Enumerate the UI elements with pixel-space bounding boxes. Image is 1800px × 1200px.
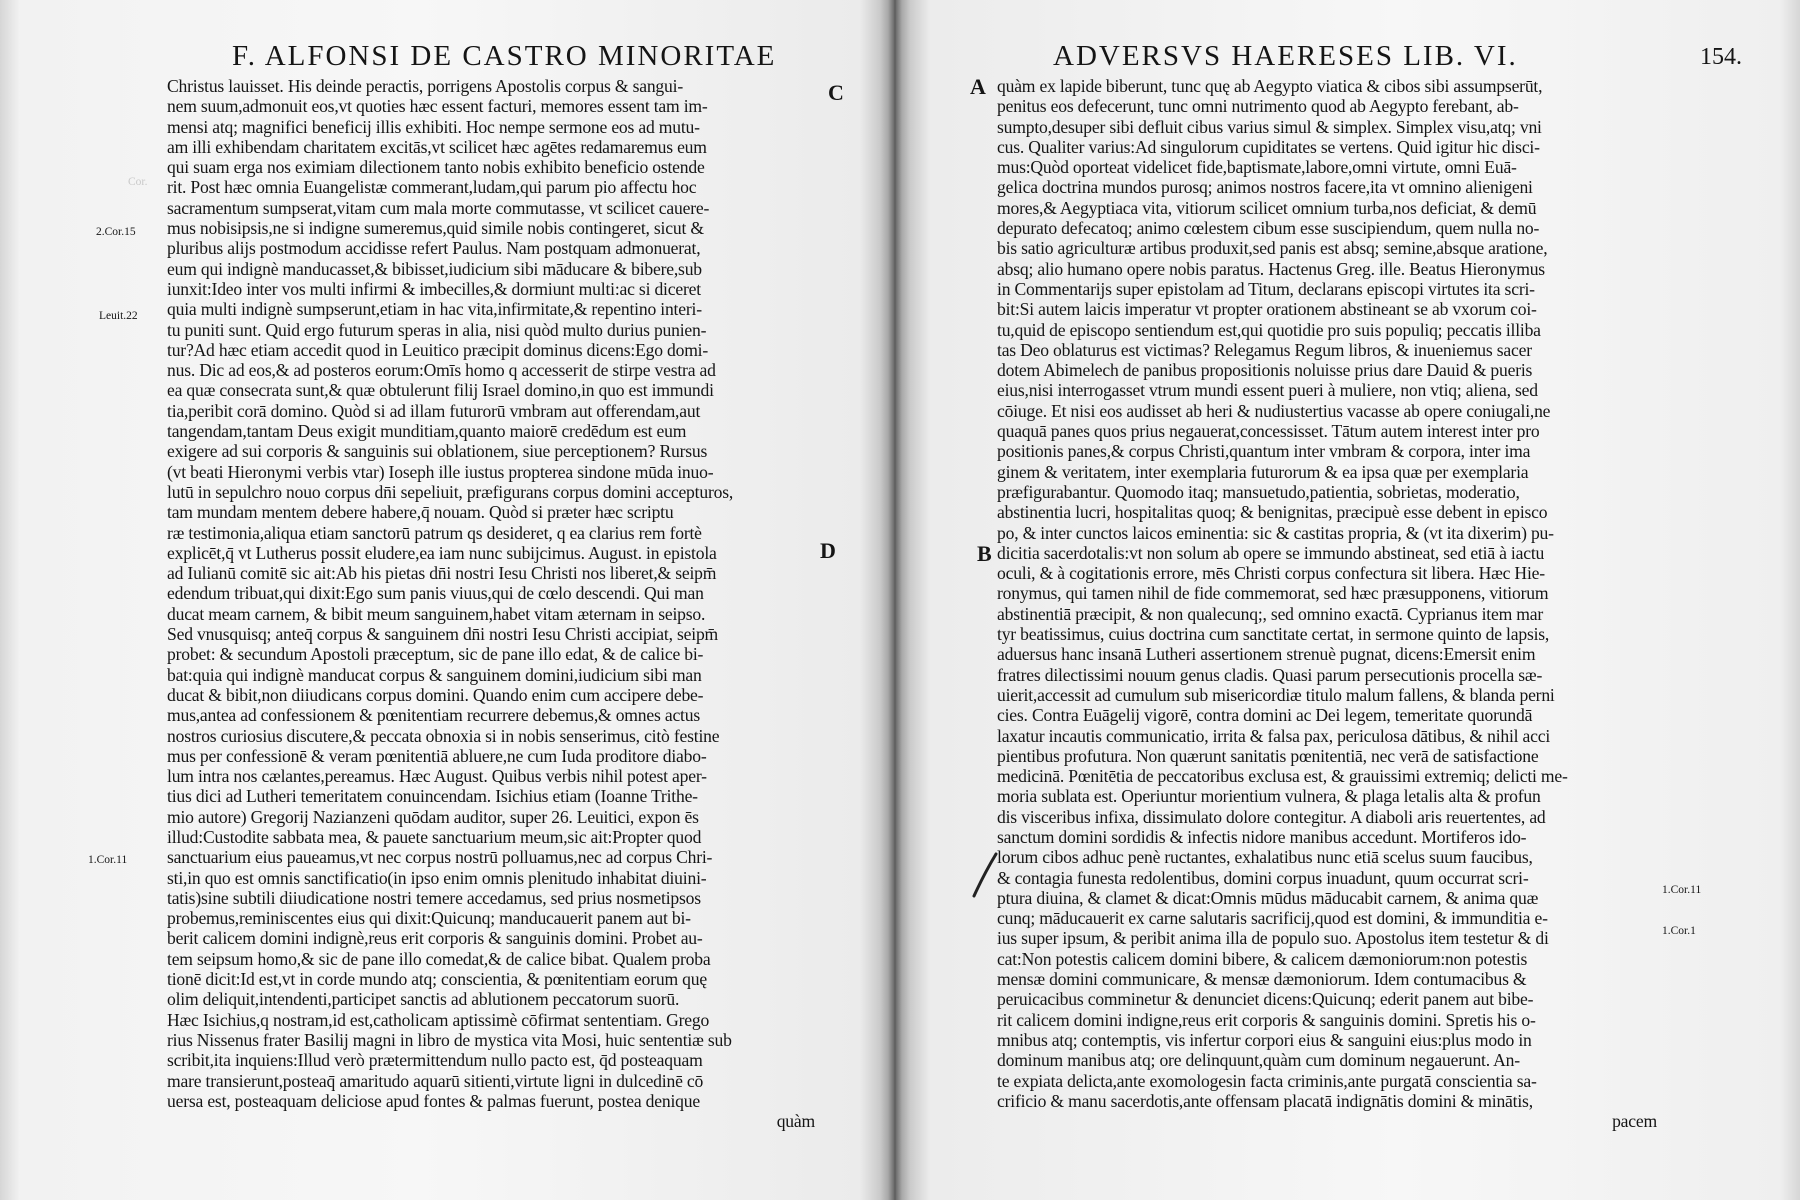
- text-line: medicinā. Pœnitētia de peccatoribus exclusa est, & grauissimi extremiq; delicti me-: [997, 766, 1568, 787]
- margin-note-faint: Cor.: [128, 176, 148, 188]
- text-line: tam mundam mentem debere habere,q̄ nouam. Quòd si præter hæc scriptu: [167, 502, 674, 523]
- text-line: rit calicem domini indigne,reus erit corporis & sanguinis domini. Spretis his o-: [997, 1009, 1536, 1030]
- text-line: tius dici ad Lutheri temeritatem conuincendam. Isichius etiam (Ioanne Trithe-: [167, 786, 698, 807]
- text-line: te expiata delicta,ante exomologesin facta criminis,ante purgatā conscientia sa-: [997, 1070, 1537, 1091]
- right-running-head: ADVERSVS HAERESES LIB. VI.: [1053, 40, 1518, 72]
- text-line: exigere ad sui corporis & sanguinis sui oblationem, siue perceptionem? Rursus: [167, 441, 708, 462]
- section-letter-d: D: [820, 538, 836, 563]
- text-line: olim deliquit,intendenti,participet sanctis ad ablutionem peccatorum suorū.: [167, 989, 680, 1010]
- text-line: tu,quid de episcopo sentiendum est,qui quotidie pro suis populiq; peccatis illiba: [997, 319, 1541, 340]
- text-line: lum intra nos cælantes,pereamus. Hæc August. Quibus verbis nihil potest aper-: [167, 766, 707, 787]
- text-line: laxatur incautis communicatio, irrita & falsa pax, periculosa dātibus, & nihil acci: [997, 725, 1551, 746]
- text-line: nostros curiosius discutere,& peccata obnoxia si in nobis senserimus, citò festine: [167, 725, 720, 746]
- text-line: ducat & bibit,non diiudicans corpus domini. Quando enim cum accipere debe-: [167, 684, 704, 705]
- text-line: tionē dicit:Id est,vt in corde mundo atq; conscientia, & pœnitentiam eorum quę: [167, 969, 707, 990]
- text-line: tyr beatissimus, cuius doctrina cum sanctitate certat, in sermone quinto de lapsis,: [997, 624, 1550, 645]
- text-line: tatis)sine subtili diiudicatione nostri temere accedamus, sed prius nosmetipsos: [167, 887, 701, 908]
- section-letter-b: B: [977, 541, 992, 566]
- text-line: dis visceribus infixa, dissimulato dolore contegitur. A diaboli aris reuertentes, ad: [997, 806, 1546, 827]
- text-line: am illi exhibendam charitatem excitās,vt scilicet hæc agētes redamaremus eum: [167, 136, 707, 157]
- text-line: qui suam erga nos eximiam dilectionem tanto nobis exhibito beneficio ostende: [167, 157, 705, 178]
- text-line: quia multi indignè sumpserunt,etiam in hac vita,infirmitate,& repentino interi-: [167, 299, 702, 320]
- text-line: sumpto,desuper sibi defluit cibus varius simul & simplex. Simplex visu,atq; vni: [997, 116, 1542, 137]
- text-line: mensi atq; magnifici beneficij illis exhibiti. Hoc nempe sermone eos ad mutu-: [167, 116, 700, 137]
- text-line: moria sublata est. Operiuntur morientium vulnera, & plaga letalis alta & profun: [997, 786, 1541, 807]
- text-line: pientibus profutura. Non quærunt sanitatis pœnitentiā, nec verā de satisfactione: [997, 745, 1539, 766]
- text-line: mus per confessionē & veram pœnitentiā abluere,ne cum Iuda proditore diabo-: [167, 745, 707, 766]
- text-line: pluribus alijs postmodum accidisse refert Paulus. Nam postquam admonuerat,: [167, 238, 701, 259]
- text-line: rit. Post hæc omnia Euangelistæ commerant,ludam,qui parum pio affectu hoc: [167, 177, 697, 198]
- text-line: ronymus, qui tamen nihil de fide commemorat, sed hæc præsupponens, vitiorum: [997, 583, 1549, 604]
- text-line: sacramentum sumpserat,vitam cum mala morte commutasse, vt scilicet cauere-: [167, 197, 710, 218]
- text-line: Hæc Isichius,q nostram,id est,catholicam aptissimè cōfirmat sententiam. Grego: [167, 1009, 710, 1030]
- right-page-text: [967, 76, 1657, 1131]
- left-page-text: [167, 76, 815, 1131]
- section-letter-a: A: [970, 74, 986, 99]
- text-line: tem seipsum homo,& sic de pane illo comedat,& de calice bibat. Qualem proba: [167, 948, 711, 969]
- text-line: mensæ domini communicare, & mensæ dæmoniorum. Idem contumacibus &: [997, 969, 1527, 990]
- text-line: gelica doctrina mundos purosq; animos nostros facere,ita vt omnino alienigeni: [997, 177, 1533, 198]
- text-line: fratres dilectissimi nouum genus cladis. Quasi parum persecutionis procella sæ-: [997, 664, 1543, 685]
- text-line: crificio & manu sacerdotis,ante offensam placatā indignātis domini & minātis,: [997, 1090, 1533, 1111]
- text-line: cōiuge. Et nisi eos audisset ab heri & nudiustertius vacasse ab opere coniugali,ne: [997, 400, 1551, 421]
- text-line: dominum manibus atq; ore delinquunt,quàm cum dominum negauerunt. An-: [997, 1050, 1520, 1071]
- text-line: mare transierunt,posteaq̄ amaritudo aquarū sitienti,virtute ligni in dulcedinē cō: [167, 1070, 704, 1091]
- right-page: [905, 0, 1800, 1200]
- text-line: uersa est, posteaquam deliciose apud fontes & palmas fuerunt, postea denique: [167, 1090, 700, 1111]
- left-page: [0, 0, 890, 1200]
- text-line: mus:Quòd oporteat videlicet fide,baptismate,labore,omni virtute, omni Euā-: [997, 157, 1517, 178]
- text-line: sanctuarium eius paueamus,vt nec corpus nostrū polluamus,nec ad corpus Chri-: [167, 847, 713, 868]
- text-line: Sed vnusquisq; anteq̄ corpus & sanguinem dn̄i nostri Iesu Christi accipiat, seipm̄: [167, 624, 719, 645]
- text-line: tas Deo oblaturus est victimas? Relegamus Regum libros, & inueniemus sacer: [997, 339, 1532, 360]
- text-line: lutū in sepulchro nouo corpus dn̄i sepeliuit, præfigurans corpus domini accepturos,: [167, 481, 734, 502]
- text-line: ducat meam carnem, & bibit meum sanguinem,habet vitam æternam in seipso.: [167, 603, 706, 624]
- text-line: probemus,reminiscentes eius qui dixit:Quicunq; manducauerit panem aut bi-: [167, 908, 691, 929]
- text-line: po, & inter cunctos laicos eminentia: sic & castitas propria, & (vt ita dixerim) pu-: [997, 522, 1554, 543]
- text-line: oculi, & à cogitationis errore, mēs Christi corpus confectura sit libera. Hæc Hie-: [997, 563, 1545, 584]
- text-line: eius,nisi interrogasset vtrum mundi essent pueri à muliere, non vtiq; aliena, sed: [997, 380, 1538, 401]
- text-line: dicitia sacerdotalis:vt non solum ab opere se immundo abstineat, sed etiā à iactu: [997, 542, 1545, 563]
- text-line: illud:Custodite sabbata mea, & pauete sanctuarium meum,sic ait:Propter quod: [167, 826, 702, 847]
- margin-note-1cor11-right: 1.Cor.11: [1662, 884, 1702, 896]
- text-line: tia,peribit corā domino. Quòd si ad illam futurorū vmbram aut offerendam,aut: [167, 400, 701, 421]
- catchword: quàm: [776, 1111, 815, 1132]
- margin-note-leuit22: Leuit.22: [99, 310, 138, 322]
- text-line: tu puniti sunt. Quid ergo futurum speras in alia, nisi quòd multo durius punien-: [167, 319, 707, 340]
- text-line: absq; alio humano opere nobis paratus. Hactenus Greg. ille. Beatus Hieronymus: [997, 258, 1545, 279]
- text-line: mores,& Aegyptiaca vita, vitiorum scilicet omnium turba,nos deficiat, & demū: [997, 197, 1537, 218]
- text-line: lorum cibos adhuc penè ructantes, exhalatibus nunc etiā scelus suum faucibus,: [997, 847, 1533, 868]
- text-line: penitus eos defecerunt, tunc omni nutrimento quod ab Aegypto ferebant, ab-: [997, 96, 1519, 117]
- text-line: explicēt,q̄ vt Lutherus possit eludere,ea iam nunc subijcimus. August. in epistola: [167, 542, 717, 563]
- text-line: sti,in quo est omnis sanctificatio(in ipso enim omnis plenitudo inhabitat diuini-: [167, 867, 707, 888]
- text-line: abstinentiā præcipit, & non qualecunq;, sed omnino exactā. Cyprianus item mar: [997, 603, 1544, 624]
- text-line: mnibus atq; contemptis, vis infertur corpori eius & sanguini eius:plus modo in: [997, 1029, 1532, 1050]
- margin-note-2cor15: 2.Cor.15: [96, 226, 136, 238]
- text-line: ea quæ consecrata sunt,& quæ obtulerunt filij Israel domino,in quo est immundi: [167, 380, 714, 401]
- text-line: Christus lauisset. His deinde peractis, porrigens Apostolis corpus & sangui-: [167, 76, 683, 96]
- text-line: positionis panes,& corpus Christi,quantum inter vmbram & corpora, inter ima: [997, 441, 1531, 462]
- text-line: quaquā panes quos prius negauerat,concessisset. Tātum autem interest inter pro: [997, 421, 1540, 442]
- text-line: quàm ex lapide biberunt, tunc quę ab Aegypto viatica & cibos sibi assumpserūt,: [997, 76, 1543, 96]
- text-line: scribit,ita inquiens:Illud verò prætermittendum nullo pacto est, q̄d posteaquam: [167, 1050, 703, 1071]
- left-running-head: F. ALFONSI DE CASTRO MINORITAE: [232, 40, 777, 72]
- text-line: depurato defecatoq; animo cœlestem cibum esse suscipiendum, quem nulla no-: [997, 218, 1540, 239]
- margin-note-1cor1-right: 1.Cor.1: [1662, 925, 1696, 937]
- text-line: abstinentia lucri, hospitalitas quoq; & benignitas, præcipuè esse debent in episco: [997, 502, 1548, 523]
- section-letter-c: C: [828, 80, 844, 105]
- text-line: ptura diuina, & clamet & dicat:Omnis mūdus māducabit carnem, & anima quæ: [997, 887, 1539, 908]
- text-line: eum qui indignè manducasset,& bibisset,iudicium sibi māducare & bibere,sub: [167, 258, 702, 279]
- text-line: ræ testimonia,aliqua etiam sanctorū patrum qs desideret, q ea clarius rem fortè: [167, 522, 702, 543]
- text-line: mio autore) Gregorij Nazianzeni quōdam auditor, super 26. Leuitici, expon ēs: [167, 806, 699, 827]
- text-line: berit calicem domini indignè,reus erit corporis & sanguinis domini. Probet au-: [167, 928, 703, 949]
- text-line: ad Iulianū comitē sic ait:Ab his pietas dn̄i nostri Iesu Christi nos liberet,& seipm̄: [167, 563, 717, 584]
- page-number: 154.: [1700, 44, 1742, 70]
- text-line: bit:Si autem laicis imperatur vt propter orationem abstineant se ab vxorum coi-: [997, 299, 1537, 320]
- catchword: pacem: [1612, 1111, 1657, 1132]
- text-line: cunq; māducauerit ex carne salutaris sacrificij,quod est domini, & immunditia e-: [997, 908, 1548, 929]
- text-line: edendum tribuat,qui dixit:Ego sum panis viuus,qui de cœlo descendi. Qui man: [167, 583, 704, 604]
- text-line: sanctum domini sordidis & infectis nidore manibus accedunt. Mortiferos ido-: [997, 826, 1527, 847]
- text-line: & contagia funesta redolentibus, domini corpus inuadunt, quum occurrat scri-: [997, 867, 1529, 888]
- text-line: ius super ipsum, & peribit anima illa de populo suo. Apostolus item testetur & di: [997, 928, 1549, 949]
- text-line: in Commentarijs super epistolam ad Titum, declarans episcopi virtutes ita scri-: [997, 278, 1535, 299]
- text-line: nem suum,admonuit eos,vt quoties hæc essent facturi, memores essent tam im-: [167, 96, 708, 117]
- text-line: cies. Contra Euāgelij vigorē, contra domini ac Dei legem, temeritate quorundā: [997, 705, 1533, 726]
- text-line: uierit,accessit ad cumulum sub misericordiæ titulo malum fallens, & blanda perni: [997, 684, 1555, 705]
- margin-note-1cor11: 1.Cor.11: [88, 854, 128, 866]
- text-line: mus nobisipsis,ne si indigne sumeremus,quid simile nobis contingeret, sicut &: [167, 218, 704, 239]
- text-line: cat:Non potestis calicem domini bibere, & calicem dæmoniorum:non potestis: [997, 948, 1528, 969]
- text-line: (vt beati Hieronymi verbis vtar) Ioseph ille iustus propterea sindone mūda inuo-: [167, 461, 714, 482]
- text-line: dotem Abimelech de panibus propositionis noluisse prius dare Dauid & pueris: [997, 360, 1533, 381]
- text-line: præfigurabantur. Quomodo itaq; mansuetudo,patientia, sobrietas, moderatio,: [997, 481, 1520, 502]
- text-line: rius Nissenus frater Basilij magni in libro de mystica vita Mosi, huic sententiæ sub: [167, 1029, 732, 1050]
- text-line: mus,antea ad confessionem & pœnitentiam recurrere debemus,& omnes actus: [167, 705, 700, 726]
- text-line: iunxit:Ideo inter vos multi infirmi & imbecilles,& dormiunt multi:ac si diceret: [167, 278, 701, 299]
- text-line: ginem & veritatem, inter exemplaria futurorum & ea ipsa quæ per exemplaria: [997, 461, 1529, 482]
- text-line: tur?Ad hæc etiam accedit quod in Leuitico præcipit dominus dicens:Ego domi-: [167, 339, 709, 360]
- text-line: tangendam,tantam Deus exigit munditiam,quanto maiorē credēdum est eum: [167, 421, 687, 442]
- text-line: cus. Qualiter varius:Ad singulorum cupiditates se vertens. Quid igitur hic disci-: [997, 136, 1540, 157]
- text-line: aduersus hanc insanā Lutheri assertionem strenuè pugnat, dicens:Emersit enim: [997, 644, 1536, 665]
- text-line: peruicacibus comminetur & denunciet dicens:Quicunq; ederit panem aut bibe-: [997, 989, 1534, 1010]
- text-line: bis satio agriculturæ artibus produxit,sed panis est absq; semine,absque aratione,: [997, 238, 1548, 259]
- text-line: bat:quia qui indignè manducat corpus & sanguinem domini,iudicium sibi man: [167, 664, 702, 685]
- text-line: probet: & secundum Apostoli præceptum, sic de pane illo edat, & de calice bi-: [167, 644, 704, 665]
- text-line: nus. Dic ad eos,& ad posteros eorum:Omīs homo q accesserit de stirpe vestra ad: [167, 360, 716, 381]
